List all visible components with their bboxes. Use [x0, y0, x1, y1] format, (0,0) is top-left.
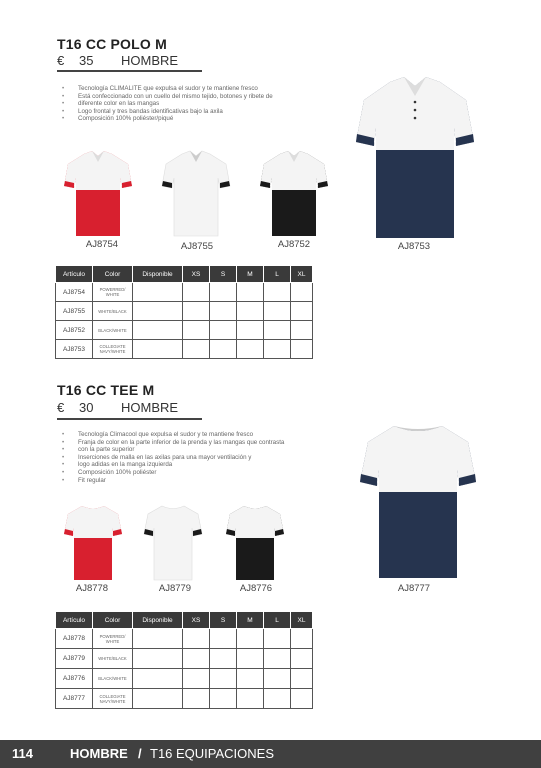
polo-price-row [57, 53, 178, 68]
article-cell: AJ8753 [56, 340, 93, 359]
size-cell-l[interactable] [264, 649, 291, 669]
polo-currency: € [57, 53, 65, 68]
color-line: WHITE/BLACK [98, 308, 127, 314]
page-footer [0, 740, 541, 768]
polo-shirt-aj8753-image [352, 72, 478, 240]
available-cell[interactable] [133, 629, 183, 649]
size-cell-s[interactable] [210, 302, 237, 321]
footer-separator: / [138, 746, 142, 761]
col-header-color: Color [93, 612, 133, 629]
size-cell-s[interactable] [210, 689, 237, 709]
article-cell: AJ8754 [56, 283, 93, 302]
polo-size-table [55, 265, 313, 359]
footer-section: HOMBRE [70, 746, 128, 761]
col-header-article: Artículo [56, 612, 93, 629]
tee-shirt-aj8776-image [224, 502, 286, 582]
polo-price: 35 [79, 53, 94, 68]
size-cell-xs[interactable] [183, 649, 210, 669]
size-cell-xl[interactable] [291, 629, 313, 649]
available-cell[interactable] [133, 649, 183, 669]
col-header-xs: XS [183, 266, 210, 283]
tee-shirt-aj8777-image [356, 420, 480, 580]
color-line: NAVY/WHITE [99, 349, 126, 354]
tee-feature: • Composición 100% poliéster [62, 469, 284, 477]
polo-category: HOMBRE [121, 53, 179, 68]
color-line: COLLEGIATE [99, 344, 126, 349]
size-cell-m[interactable] [237, 669, 264, 689]
size-cell-xl[interactable] [291, 283, 313, 302]
polo-title: T16 CC POLO M [57, 36, 167, 52]
tee-shirt-aj8779-image [142, 502, 204, 582]
table-row [56, 649, 313, 669]
polo-code-aj8753: AJ8753 [397, 241, 431, 252]
article-cell: AJ8779 [56, 649, 93, 669]
table-row [56, 321, 313, 340]
col-header-available: Disponible [133, 266, 183, 283]
col-header-available: Disponible [133, 612, 183, 629]
polo-feature: • Está confeccionado con un cuello del mismo tejido, botones y ribete de [62, 93, 273, 101]
size-cell-xs[interactable] [183, 321, 210, 340]
size-cell-xl[interactable] [291, 302, 313, 321]
color-line: COLLEGIATE [99, 693, 126, 699]
available-cell[interactable] [133, 689, 183, 709]
page-number: 114 [12, 746, 33, 761]
color-cell [93, 689, 133, 709]
size-cell-m[interactable] [237, 340, 264, 359]
color-cell [93, 340, 133, 359]
color-line: WHITE [105, 292, 120, 297]
size-cell-xl[interactable] [291, 649, 313, 669]
size-cell-l[interactable] [264, 340, 291, 359]
tee-feature: • Inserciones de malla en las axilas para una mayor ventilación y [62, 454, 284, 462]
polo-shirt-aj8752-image [258, 148, 330, 240]
article-cell: AJ8755 [56, 302, 93, 321]
polo-code-aj8755: AJ8755 [180, 241, 214, 252]
available-cell[interactable] [133, 321, 183, 340]
article-cell: AJ8752 [56, 321, 93, 340]
color-cell [93, 649, 133, 669]
polo-feature: • Logo frontal y tres bandas identificativas bajo la axila [62, 108, 273, 116]
table-header-row [56, 266, 313, 283]
tee-code-aj8777: AJ8777 [397, 583, 431, 594]
col-header-color: Color [93, 266, 133, 283]
size-cell-l[interactable] [264, 321, 291, 340]
col-header-article: Artículo [56, 266, 93, 283]
polo-features [62, 85, 273, 123]
tee-feature: • Franja de color en la parte inferior de la prenda y las mangas que contrasta [62, 439, 284, 447]
color-line: BLACK/WHITE [98, 676, 127, 681]
size-cell-s[interactable] [210, 283, 237, 302]
table-row [56, 629, 313, 649]
size-cell-s[interactable] [210, 340, 237, 359]
table-header-row [56, 612, 313, 629]
available-cell[interactable] [133, 302, 183, 321]
size-cell-m[interactable] [237, 321, 264, 340]
size-cell-m[interactable] [237, 649, 264, 669]
article-cell: AJ8776 [56, 669, 93, 689]
color-line: BLACK/WHITE [98, 327, 127, 333]
color-cell [93, 283, 133, 302]
article-cell: AJ8777 [56, 689, 93, 709]
size-cell-xs[interactable] [183, 629, 210, 649]
size-cell-l[interactable] [264, 629, 291, 649]
color-cell [93, 629, 133, 649]
tee-code-aj8776: AJ8776 [239, 583, 273, 594]
tee-feature: • Tecnología Climacool que expulsa el sudor y te mantiene fresco [62, 431, 284, 439]
polo-code-aj8752: AJ8752 [277, 239, 311, 250]
size-cell-m[interactable] [237, 283, 264, 302]
size-cell-xs[interactable] [183, 302, 210, 321]
size-cell-xl[interactable] [291, 321, 313, 340]
size-cell-xs[interactable] [183, 689, 210, 709]
color-line: WHITE/BLACK [98, 656, 127, 661]
tee-feature: • logo adidas en la manga izquierda [62, 461, 284, 469]
table-row [56, 283, 313, 302]
tee-category: HOMBRE [121, 400, 179, 415]
available-cell[interactable] [133, 340, 183, 359]
tee-code-aj8778: AJ8778 [75, 583, 109, 594]
size-cell-s[interactable] [210, 321, 237, 340]
available-cell[interactable] [133, 283, 183, 302]
color-line: POWERRED/ [99, 633, 126, 639]
tee-price-row [57, 400, 178, 415]
article-cell: AJ8778 [56, 629, 93, 649]
size-cell-xl[interactable] [291, 340, 313, 359]
size-cell-l[interactable] [264, 689, 291, 709]
col-header-m: M [237, 266, 264, 283]
polo-feature: • diferente color en las mangas [62, 100, 273, 108]
polo-feature: • Tecnología CLIMALITE que expulsa el sudor y te mantiene fresco [62, 85, 273, 93]
size-cell-s[interactable] [210, 629, 237, 649]
tee-feature: • Fit regular [62, 477, 284, 485]
col-header-s: S [210, 612, 237, 629]
size-cell-xs[interactable] [183, 669, 210, 689]
col-header-xl: XL [291, 612, 313, 629]
col-header-s: S [210, 266, 237, 283]
size-cell-xl[interactable] [291, 669, 313, 689]
col-header-xl: XL [291, 266, 313, 283]
col-header-m: M [237, 612, 264, 629]
tee-title-rule [57, 418, 202, 420]
tee-features [62, 431, 284, 484]
color-cell [93, 302, 133, 321]
polo-feature: • Composición 100% poliéster/piqué [62, 115, 273, 123]
col-header-xs: XS [183, 612, 210, 629]
size-cell-s[interactable] [210, 669, 237, 689]
polo-code-aj8754: AJ8754 [85, 239, 119, 250]
polo-title-rule [57, 70, 202, 72]
size-cell-l[interactable] [264, 302, 291, 321]
size-cell-l[interactable] [264, 283, 291, 302]
tee-title: T16 CC TEE M [57, 382, 155, 398]
size-cell-m[interactable] [237, 302, 264, 321]
tee-size-table [55, 611, 313, 709]
tee-currency: € [57, 400, 65, 415]
tee-code-aj8779: AJ8779 [158, 583, 192, 594]
size-cell-xs[interactable] [183, 340, 210, 359]
size-cell-xs[interactable] [183, 283, 210, 302]
size-cell-l[interactable] [264, 669, 291, 689]
color-line: POWERRED/ [99, 287, 126, 292]
tee-shirt-aj8778-image [62, 502, 124, 582]
size-cell-m[interactable] [237, 629, 264, 649]
size-cell-xl[interactable] [291, 689, 313, 709]
polo-shirt-aj8755-image [160, 148, 232, 240]
available-cell[interactable] [133, 669, 183, 689]
table-row [56, 689, 313, 709]
color-cell [93, 669, 133, 689]
tee-feature: • con la parte superior [62, 446, 284, 454]
polo-shirt-aj8754-image [62, 148, 134, 240]
table-row [56, 302, 313, 321]
footer-subsection: T16 EQUIPACIONES [150, 746, 275, 761]
color-cell [93, 321, 133, 340]
size-cell-s[interactable] [210, 649, 237, 669]
size-cell-m[interactable] [237, 689, 264, 709]
color-line: WHITE [105, 638, 120, 644]
tee-price: 30 [79, 400, 94, 415]
col-header-l: L [264, 612, 291, 629]
color-line: NAVY/WHITE [99, 698, 126, 704]
col-header-l: L [264, 266, 291, 283]
table-row [56, 340, 313, 359]
table-row [56, 669, 313, 689]
